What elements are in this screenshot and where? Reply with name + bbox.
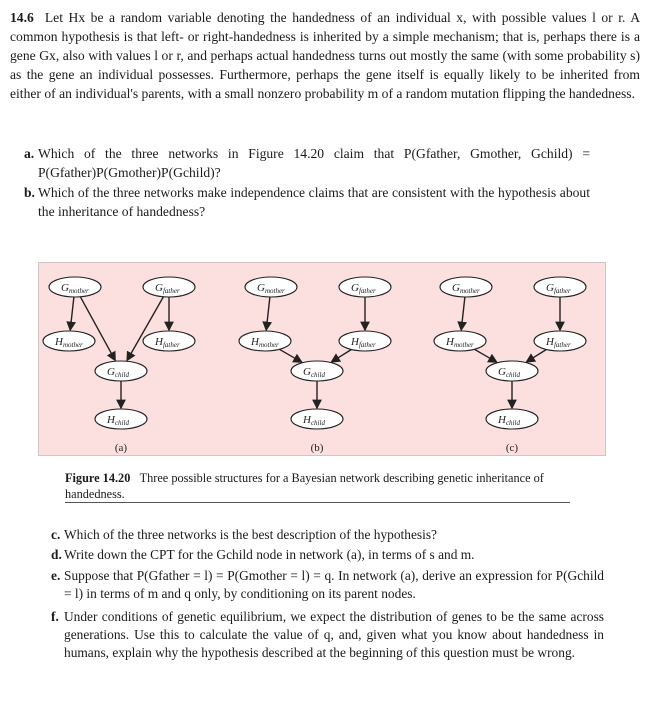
figure-14-20: [38, 262, 606, 456]
edge-G_mother-to-H_mother: [70, 297, 74, 330]
network-label-b: (b): [310, 442, 324, 454]
question-a-label: a.: [24, 146, 35, 161]
svg-text:Hchild: Hchild: [107, 414, 129, 427]
network-b: [239, 277, 391, 454]
network-label-c: (c): [505, 442, 519, 454]
node-g-father: [143, 277, 195, 297]
svg-text:Gchild: Gchild: [107, 366, 129, 379]
question-a: [24, 144, 590, 182]
node-g-father: [339, 277, 391, 297]
svg-text:Gmother: Gmother: [452, 282, 480, 295]
node-h-father: [143, 331, 195, 351]
question-a-text: Which of the three networks in Figure 14.20 claim that P(Gfather, Gmother, Gchild) = P(Gfather)P(Gmother)P(Gchild)?: [38, 146, 590, 180]
question-e-text: Suppose that P(Gfather = l) = P(Gmother = l) = q. In network (a), derive an expression for P(Gchild = l) in terms of m and q only, by conditioning on its parent nodes.: [64, 568, 604, 601]
svg-text:Hmother: Hmother: [251, 336, 279, 349]
caption-label: Figure 14.20: [65, 471, 131, 485]
svg-text:Hmother: Hmother: [446, 336, 474, 349]
svg-text:Gchild: Gchild: [498, 366, 520, 379]
node-g-mother: [49, 277, 101, 297]
question-f: [51, 608, 604, 662]
svg-text:Gchild: Gchild: [303, 366, 325, 379]
question-b: [24, 183, 590, 221]
svg-text:Hmother: Hmother: [55, 336, 83, 349]
question-d-text: Write down the CPT for the Gchild node in network (a), in terms of s and m.: [64, 547, 475, 562]
network-label-a: (a): [114, 442, 128, 454]
svg-text:Gfather: Gfather: [546, 282, 571, 295]
node-h-child: [95, 409, 147, 429]
question-f-label: f.: [51, 609, 59, 624]
figure-caption: [65, 470, 570, 502]
network-a: [43, 277, 195, 454]
bayes-net-diagram: [39, 263, 605, 455]
svg-text:Hchild: Hchild: [498, 414, 520, 427]
edge-G_mother-to-H_mother: [266, 297, 270, 330]
svg-text:Hfather: Hfather: [155, 336, 180, 349]
node-h-mother: [239, 331, 291, 351]
edge-H_mother-to-G_child: [279, 349, 301, 362]
question-c-text: Which of the three networks is the best description of the hypothesis?: [64, 527, 437, 542]
svg-text:Hfather: Hfather: [546, 336, 571, 349]
question-e-label: e.: [51, 568, 61, 583]
edge-H_mother-to-G_child: [474, 349, 496, 362]
edge-G_mother-to-G_child: [80, 297, 115, 361]
problem-number: 14.6: [10, 10, 34, 25]
edge-H_father-to-G_child: [526, 350, 546, 362]
edge-G_mother-to-H_mother: [461, 297, 465, 330]
network-c: [434, 277, 586, 454]
node-h-father: [534, 331, 586, 351]
node-h-child: [291, 409, 343, 429]
edge-G_father-to-G_child: [127, 297, 163, 361]
node-h-mother: [43, 331, 95, 351]
question-b-label: b.: [24, 185, 35, 200]
node-h-mother: [434, 331, 486, 351]
question-b-text: Which of the three networks make independence claims that are consistent with the hypothesis about the inheritance of handedness?: [38, 185, 590, 219]
node-g-mother: [440, 277, 492, 297]
node-g-father: [534, 277, 586, 297]
node-g-child: [95, 361, 147, 381]
svg-text:Hfather: Hfather: [351, 336, 376, 349]
caption-divider: [65, 502, 570, 503]
svg-text:Hchild: Hchild: [303, 414, 325, 427]
question-d-label: d.: [51, 547, 62, 562]
node-g-child: [486, 361, 538, 381]
question-c: [51, 526, 604, 544]
svg-text:Gfather: Gfather: [155, 282, 180, 295]
question-f-text: Under conditions of genetic equilibrium, we expect the distribution of genes to be the same across generations. Use this to calculate the value of q, and, given what you know about handedness in humans, explain why the hypothesis described at the beginning of this question must be wrong.: [64, 609, 604, 660]
node-g-child: [291, 361, 343, 381]
question-e: [51, 567, 604, 603]
caption-text: Three possible structures for a Bayesian network describing genetic inheritance of handedness.: [65, 471, 544, 501]
svg-text:Gmother: Gmother: [257, 282, 285, 295]
edge-H_father-to-G_child: [331, 350, 351, 362]
node-h-child: [486, 409, 538, 429]
svg-text:Gmother: Gmother: [61, 282, 89, 295]
svg-text:Gfather: Gfather: [351, 282, 376, 295]
question-c-label: c.: [51, 527, 61, 542]
node-g-mother: [245, 277, 297, 297]
question-d: [51, 546, 604, 564]
problem-intro-text: Let Hx be a random variable denoting the handedness of an individual x, with possible values l or r. A common hypothesis is that left- or right-handedness is inherited by a simple mechanism; that is, perhaps there is a gene Gx, also with values l or r, and perhaps actual handedness turns out mostly the same (with some probability s) as the gene an individual possesses. Furthermore, perhaps the gene itself is equally likely to be inherited from either of an individual's parents, with a small nonzero probability m of a random mutation flipping the handedness.: [10, 10, 641, 101]
node-h-father: [339, 331, 391, 351]
problem-intro: [10, 8, 640, 103]
